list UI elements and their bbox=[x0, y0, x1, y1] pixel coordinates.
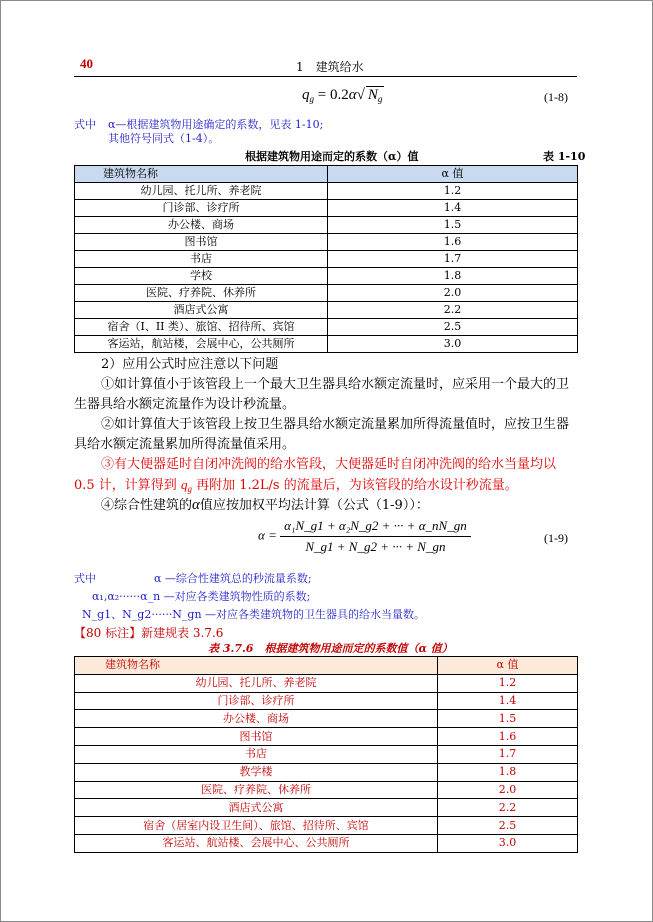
note-item-2: ②如计算值大于该管段上按卫生器具给水额定流量累加所得流量值时，应按卫生器具给水额定流量累加所得流量值采用。 bbox=[74, 417, 570, 452]
table-cell: 学校 bbox=[75, 268, 328, 285]
table-cell: 医院、疗养院、休养所 bbox=[75, 781, 438, 799]
formula-1-8: $q_g = 0.2\alpha√$ $N_g$ bbox=[302, 87, 383, 104]
column-header: α 值 bbox=[438, 657, 578, 675]
table-header-row bbox=[75, 166, 578, 183]
table-cell: 1.8 bbox=[438, 763, 578, 781]
table-cell: 宿舍（居室内设卫生间）、旅馆、招待所、宾馆 bbox=[75, 817, 438, 835]
table-row bbox=[75, 268, 578, 285]
table-cell: 办公楼、商场 bbox=[75, 217, 328, 234]
table-row bbox=[75, 781, 578, 799]
table-cell: 1.2 bbox=[328, 183, 578, 200]
table-row bbox=[75, 285, 578, 302]
eq-number-1-8: (1-8) bbox=[544, 90, 568, 104]
table-row bbox=[75, 336, 578, 353]
formula-1-9-fraction bbox=[280, 518, 471, 555]
formula-lhs-sub: g bbox=[309, 94, 314, 104]
note-item-3-text-b: 再附加 1.2L/s 的流量后，为该管段的给水设计秒流量。 bbox=[196, 478, 518, 493]
note-item-4-text-a: ④综合性建筑的 bbox=[101, 498, 193, 513]
table-cell: 图书馆 bbox=[75, 234, 328, 251]
table-row bbox=[75, 763, 578, 781]
table-cell: 1.2 bbox=[438, 674, 578, 692]
table-row bbox=[75, 200, 578, 217]
table-cell: 1.4 bbox=[328, 200, 578, 217]
where-lead-2: 式中 bbox=[74, 572, 96, 585]
formula-1-9-denominator: N_g1 + N_g2 + ··· + N_gn bbox=[305, 539, 446, 554]
table-row bbox=[75, 234, 578, 251]
table-row bbox=[75, 728, 578, 746]
table-cell: 1.5 bbox=[328, 217, 578, 234]
formula-n: N bbox=[367, 87, 378, 103]
where-2-line1: α —综合性建筑总的秒流量系数; bbox=[154, 572, 312, 585]
table-cell: 书店 bbox=[75, 251, 328, 268]
table-row bbox=[75, 692, 578, 710]
table-cell: 1.6 bbox=[328, 234, 578, 251]
eq-number-1-9: (1-9) bbox=[544, 531, 568, 545]
table-cell: 1.8 bbox=[328, 268, 578, 285]
table-cell: 2.0 bbox=[438, 781, 578, 799]
table-cell: 图书馆 bbox=[75, 728, 438, 746]
table-row bbox=[75, 745, 578, 763]
table-cell: 1.4 bbox=[438, 692, 578, 710]
table-1-10 bbox=[74, 165, 578, 353]
table-row bbox=[75, 674, 578, 692]
where-2-line3: N_g1、N_g2······N_gn —对应各类建筑物的卫生器具的给水当量数。 bbox=[82, 608, 426, 621]
table-cell: 2.5 bbox=[328, 319, 578, 336]
table-3-7-6-caption: 表 3.7.6 根据建筑物用途而定的系数值（α 值） bbox=[208, 642, 453, 655]
note-item-4-text-b: 值应按加权平均法计算（公式（1-9））： bbox=[199, 498, 429, 513]
table-cell: 门诊部、诊疗所 bbox=[75, 200, 328, 217]
table-cell: 宿舍（I、II 类）、旅馆、招待所、宾馆 bbox=[75, 319, 328, 336]
note-item-1: ①如计算值小于该管段上一个最大卫生器具给水额定流量时，应采用一个最大的卫生器具给水额定流量作为设计秒流量。 bbox=[74, 377, 570, 412]
table-cell: 幼儿园、托儿所、养老院 bbox=[75, 183, 328, 200]
formula-alpha: α bbox=[348, 87, 357, 103]
table-row bbox=[75, 217, 578, 234]
note-80-label: 【80 标注】新建规表 3.7.6 bbox=[74, 626, 224, 640]
table-row bbox=[75, 319, 578, 336]
table-cell: 酒店式公寓 bbox=[75, 302, 328, 319]
table-row bbox=[75, 251, 578, 268]
table-cell: 3.0 bbox=[438, 834, 578, 852]
column-header: α 值 bbox=[328, 166, 578, 183]
formula-lhs: q bbox=[302, 87, 310, 103]
table-cell: 2.5 bbox=[438, 817, 578, 835]
table-cell: 教学楼 bbox=[75, 763, 438, 781]
column-header: 建筑物名称 bbox=[75, 166, 328, 183]
table-1-10-caption: 根据建筑物用途而定的系数（α）值 bbox=[245, 150, 419, 163]
table-cell: 书店 bbox=[75, 745, 438, 763]
table-row bbox=[75, 834, 578, 852]
table-cell: 幼儿园、托儿所、养老院 bbox=[75, 674, 438, 692]
table-row bbox=[75, 183, 578, 200]
where-2-line2: α₁,α₂······α_n —对应各类建筑物性质的系数; bbox=[92, 590, 311, 603]
table-cell: 酒店式公寓 bbox=[75, 799, 438, 817]
table-row bbox=[75, 302, 578, 319]
note-item-4-alpha: α bbox=[192, 497, 200, 513]
note-item-3 bbox=[74, 455, 577, 499]
formula-1-9-numerator: α₁N_g1 + α₂N_g2 + ··· + α_nN_gn bbox=[280, 518, 471, 537]
where-1-line2: 其他符号同式（1-4）。 bbox=[108, 132, 220, 145]
table-cell: 客运站、航站楼、会展中心、公共厕所 bbox=[75, 834, 438, 852]
table-cell: 办公楼、商场 bbox=[75, 710, 438, 728]
column-header: 建筑物名称 bbox=[75, 657, 438, 675]
note-item-3-text-a: ③有大便器延时自闭冲洗阀的给水管段，大便器延时自闭冲洗阀的给水当量均以 0.5 计，计算得到 bbox=[74, 457, 557, 493]
formula-n-sub: g bbox=[377, 94, 383, 104]
table-cell: 医院、疗养院、休养所 bbox=[75, 285, 328, 302]
note-item-3-q-sub: g bbox=[187, 484, 192, 494]
table-3-7-6 bbox=[74, 656, 578, 853]
where-1-line1: α—根据建筑物用途确定的系数，见表 1-10; bbox=[108, 118, 324, 131]
running-title: 1 建筑给水 bbox=[296, 60, 364, 74]
table-cell: 2.2 bbox=[328, 302, 578, 319]
table-row bbox=[75, 799, 578, 817]
formula-coef: = 0.2 bbox=[317, 87, 349, 103]
table-row bbox=[75, 817, 578, 835]
table-cell: 2.2 bbox=[438, 799, 578, 817]
table-cell: 2.0 bbox=[328, 285, 578, 302]
table-row bbox=[75, 710, 578, 728]
table-cell: 1.6 bbox=[438, 728, 578, 746]
note-item-3-q: q bbox=[180, 477, 188, 492]
table-cell: 1.7 bbox=[328, 251, 578, 268]
table-1-10-number: 表 1-10 bbox=[543, 150, 586, 163]
note-item-4 bbox=[74, 495, 577, 516]
table-cell: 1.7 bbox=[438, 745, 578, 763]
formula-1-9-lhs: α = bbox=[258, 527, 277, 543]
table-cell: 门诊部、诊疗所 bbox=[75, 692, 438, 710]
table-cell: 1.5 bbox=[438, 710, 578, 728]
header-rule bbox=[74, 76, 577, 77]
formula-1-9 bbox=[258, 518, 471, 555]
page-number: 40 bbox=[80, 56, 93, 71]
notes-heading: 2）应用公式时应注意以下问题 bbox=[101, 357, 279, 372]
table-header-row bbox=[75, 657, 578, 675]
where-lead-1: 式中 bbox=[74, 118, 96, 131]
table-cell: 客运站，航站楼，会展中心，公共厕所 bbox=[75, 336, 328, 353]
table-cell: 3.0 bbox=[328, 336, 578, 353]
